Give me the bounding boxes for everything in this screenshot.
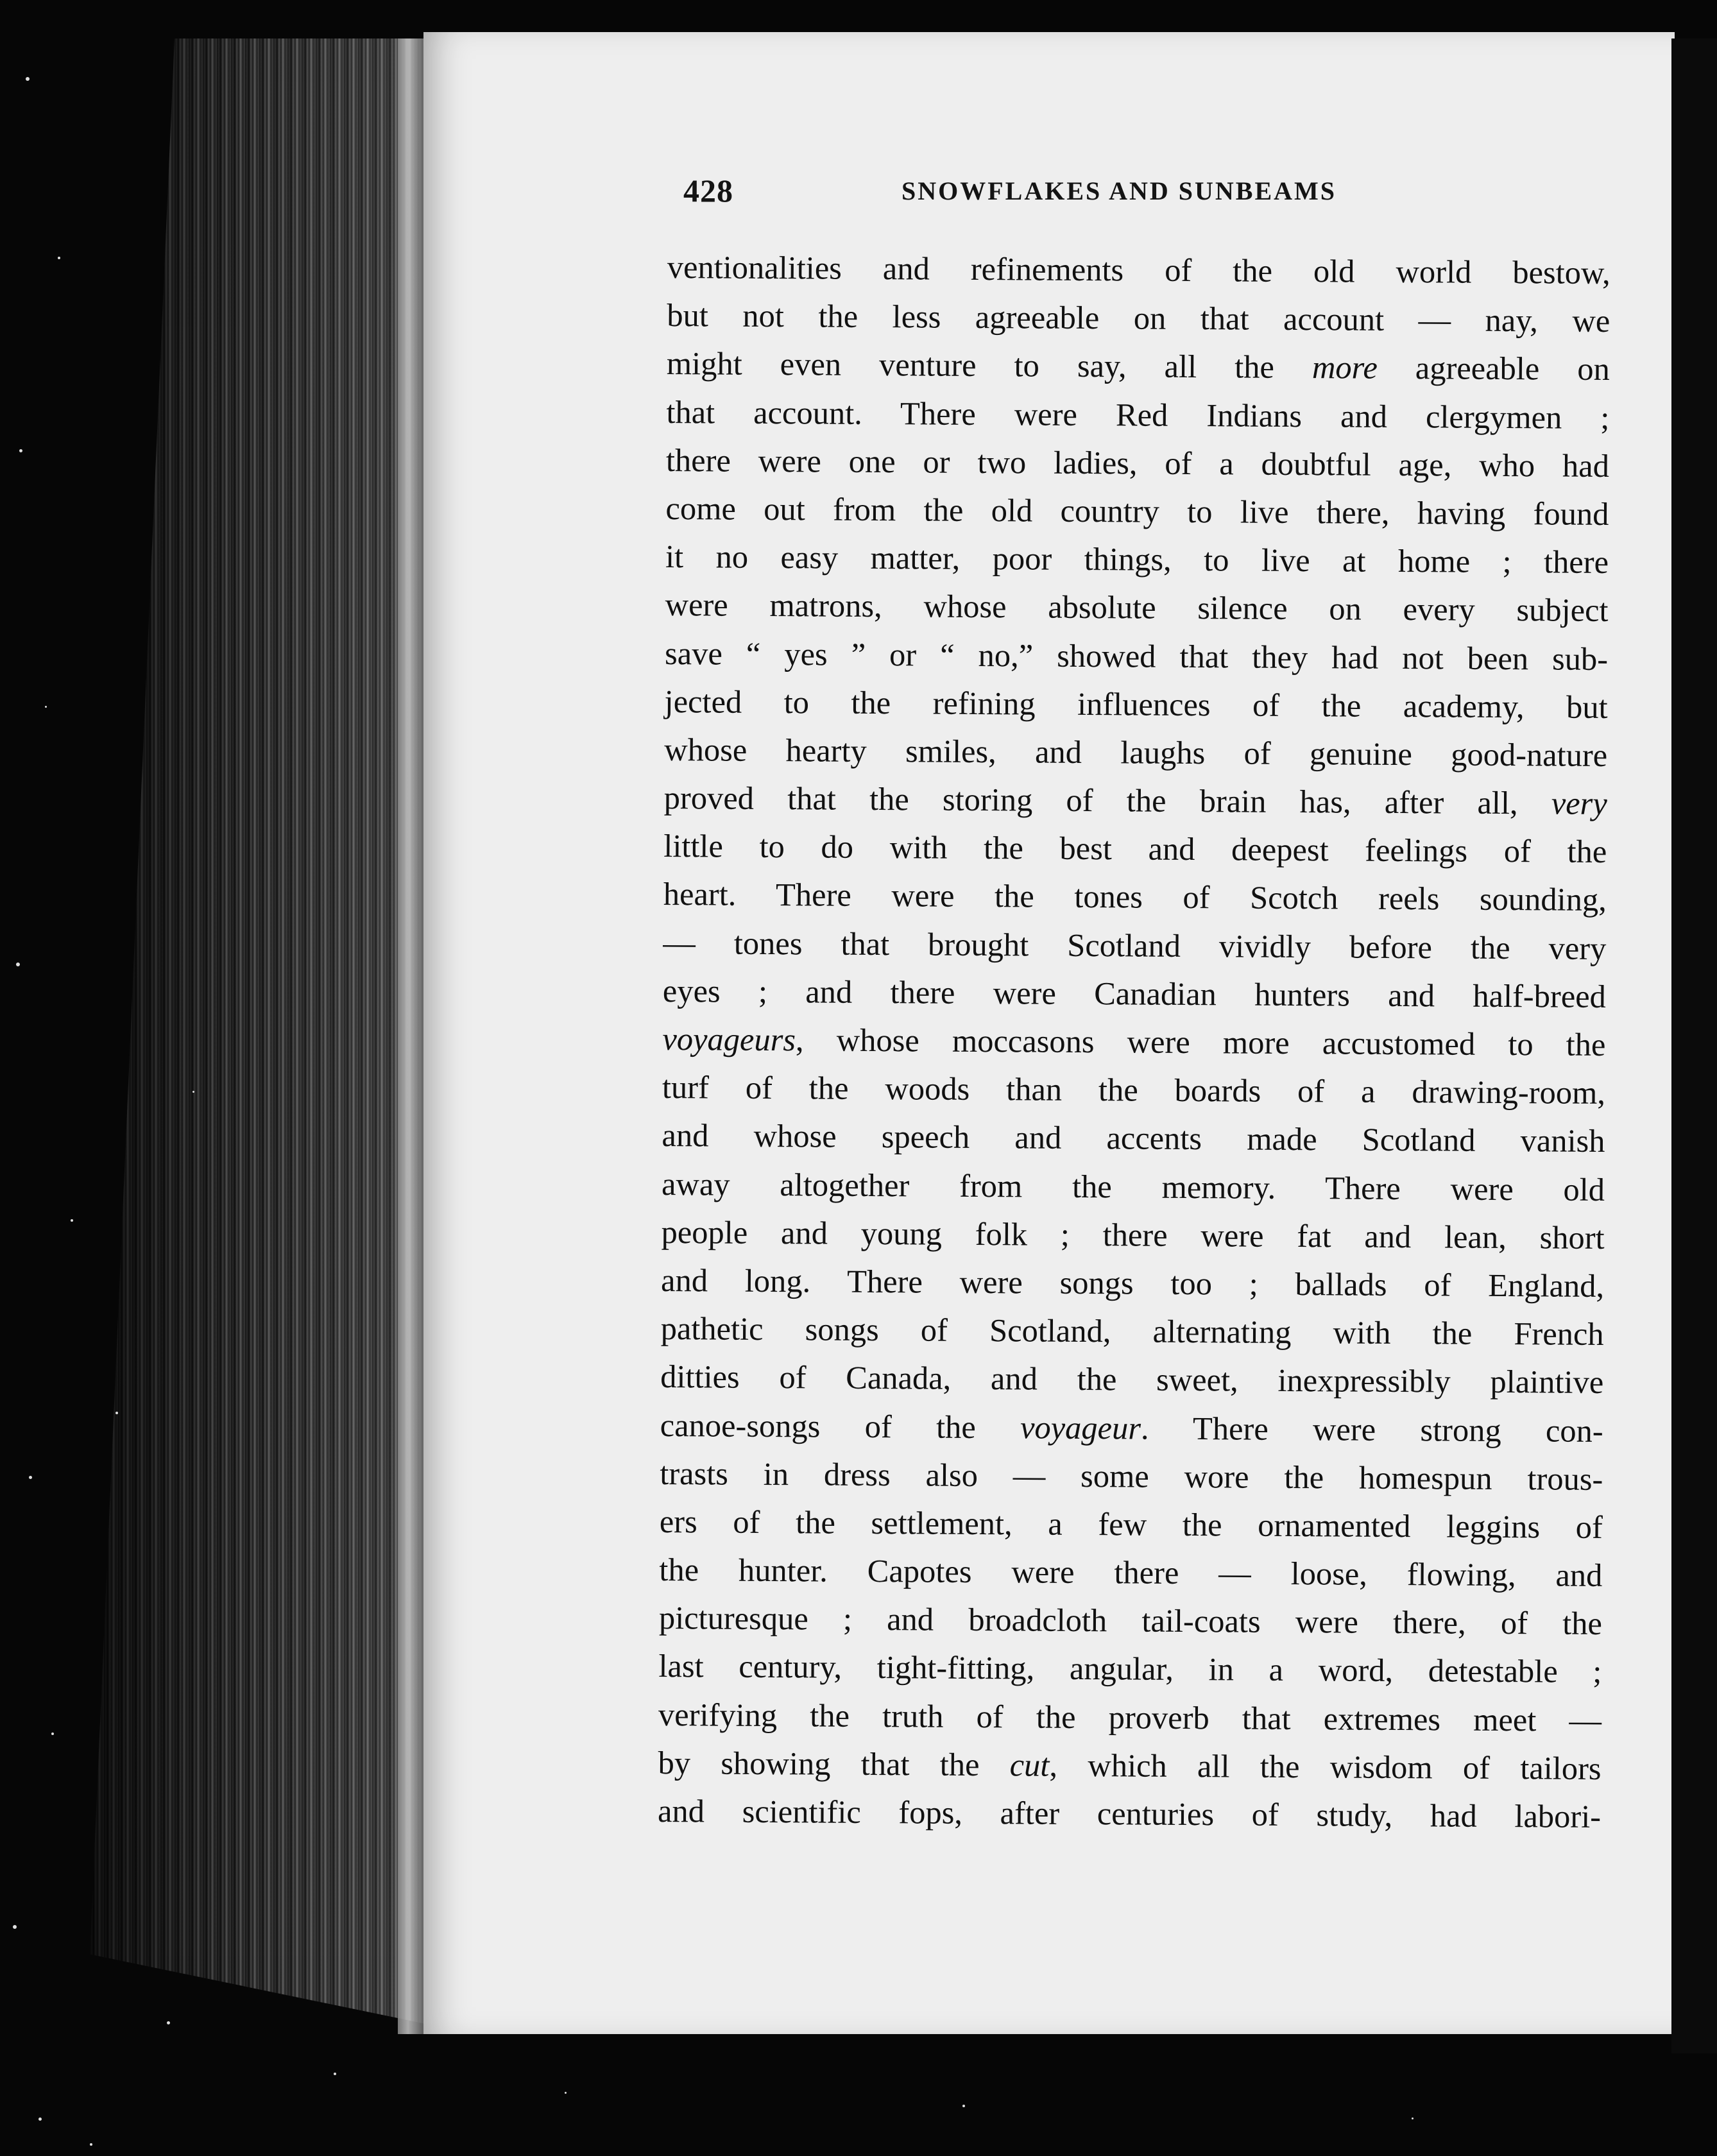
text-line: heart. There were the tones of Scotch reels sounding,: [663, 876, 1607, 918]
text-line: whose hearty smiles, and laughs of genuine good-nature: [664, 731, 1608, 773]
text-line: picturesque ; and broadcloth tail-coats were there, of the: [658, 1600, 1603, 1642]
text-line: were matrons, whose absolute silence on every subject: [665, 586, 1609, 629]
text-line: away altogether from the memory. There were old: [661, 1165, 1605, 1208]
dust-speck: [192, 1091, 194, 1093]
text-line: ers of the settlement, a few the ornamented leggins of: [659, 1503, 1603, 1545]
text-line: jected to the refining influences of the academy, but: [664, 683, 1608, 725]
dust-speck: [38, 2118, 42, 2121]
text-line: the hunter. Capotes were there — loose, flowing, and: [659, 1552, 1603, 1594]
dust-speck: [29, 1476, 32, 1479]
italic-text: cut: [1009, 1747, 1050, 1783]
text-line: and long. There were songs too ; ballads of England,: [660, 1262, 1605, 1304]
text-line: save “ yes ” or “ no,” showed that they had not been sub-: [664, 635, 1609, 677]
text-line: verifying the truth of the proverb that extremes meet —: [658, 1696, 1602, 1738]
dust-speck: [167, 2021, 170, 2024]
text-line: voyageurs, whose moccasons were more accustomed to the: [662, 1020, 1606, 1063]
dust-speck: [13, 1925, 17, 1929]
dust-speck: [45, 706, 47, 708]
text-line: turf of the woods than the boards of a drawing-room,: [662, 1069, 1606, 1111]
text-line: eyes ; and there were Canadian hunters and half-breed: [662, 972, 1607, 1014]
dust-speck: [71, 1219, 73, 1222]
dust-speck: [19, 449, 22, 452]
text-line: trasts in dress also — some wore the homespun trous-: [660, 1455, 1603, 1497]
italic-text: more: [1311, 349, 1378, 386]
dust-speck: [962, 2105, 965, 2107]
dust-speck: [26, 77, 30, 81]
italic-text: voyageur: [1020, 1408, 1141, 1446]
text-line: there were one or two ladies, of a doubtful age, who had: [665, 441, 1610, 484]
dust-speck: [565, 2092, 567, 2094]
text-line: canoe-songs of the voyageur. There were strong con-: [660, 1407, 1603, 1449]
text-line: by showing that the cut, which all the wisdom of tailors: [658, 1744, 1602, 1786]
text-line: it no easy matter, poor things, to live at home ; there: [665, 538, 1609, 581]
text-line: little to do with the best and deepest feelings of the: [663, 828, 1607, 870]
text-line: proved that the storing of the brain has, after all, very: [663, 780, 1607, 822]
text-line: last century, tight-fitting, angular, in a word, detestable ;: [658, 1648, 1602, 1690]
page-gutter: [398, 38, 423, 2034]
dust-speck: [51, 1733, 54, 1735]
dust-speck: [334, 2073, 336, 2075]
dust-speck: [16, 963, 20, 966]
text-line: but not the less agreeable on that account — nay, we: [667, 297, 1610, 339]
text-line: pathetic songs of Scotland, alternating with the French: [660, 1310, 1604, 1353]
dust-speck: [1412, 2118, 1414, 2119]
page-header: [683, 172, 1402, 210]
dust-speck: [115, 1412, 118, 1414]
italic-text: very: [1551, 785, 1607, 822]
text-line: might even venture to say, all the more agreeable on: [666, 345, 1610, 388]
text-line: come out from the old country to live there, having found: [665, 490, 1609, 532]
page-number: 428: [683, 173, 733, 209]
italic-text: voyageurs: [662, 1020, 796, 1058]
text-line: that account. There were Red Indians and clergymen ;: [666, 393, 1610, 436]
dust-speck: [90, 2143, 92, 2146]
text-line: and scientific fops, after centuries of study, had labori-: [657, 1792, 1602, 1835]
text-line: ditties of Canada, and the sweet, inexpressibly plaintive: [660, 1358, 1604, 1401]
text-line: — tones that brought Scotland vividly before the very: [663, 924, 1607, 966]
dust-speck: [58, 257, 60, 259]
scan-border-right: [1671, 38, 1717, 2053]
text-line: ventionalities and refinements of the old world bestow,: [667, 249, 1610, 291]
text-line: people and young folk ; there were fat and lean, short: [661, 1213, 1605, 1256]
running-head: SNOWFLAKES AND SUNBEAMS: [901, 176, 1337, 205]
body-text: [658, 243, 1610, 1841]
text-line: and whose speech and accents made Scotland vanish: [662, 1117, 1605, 1159]
